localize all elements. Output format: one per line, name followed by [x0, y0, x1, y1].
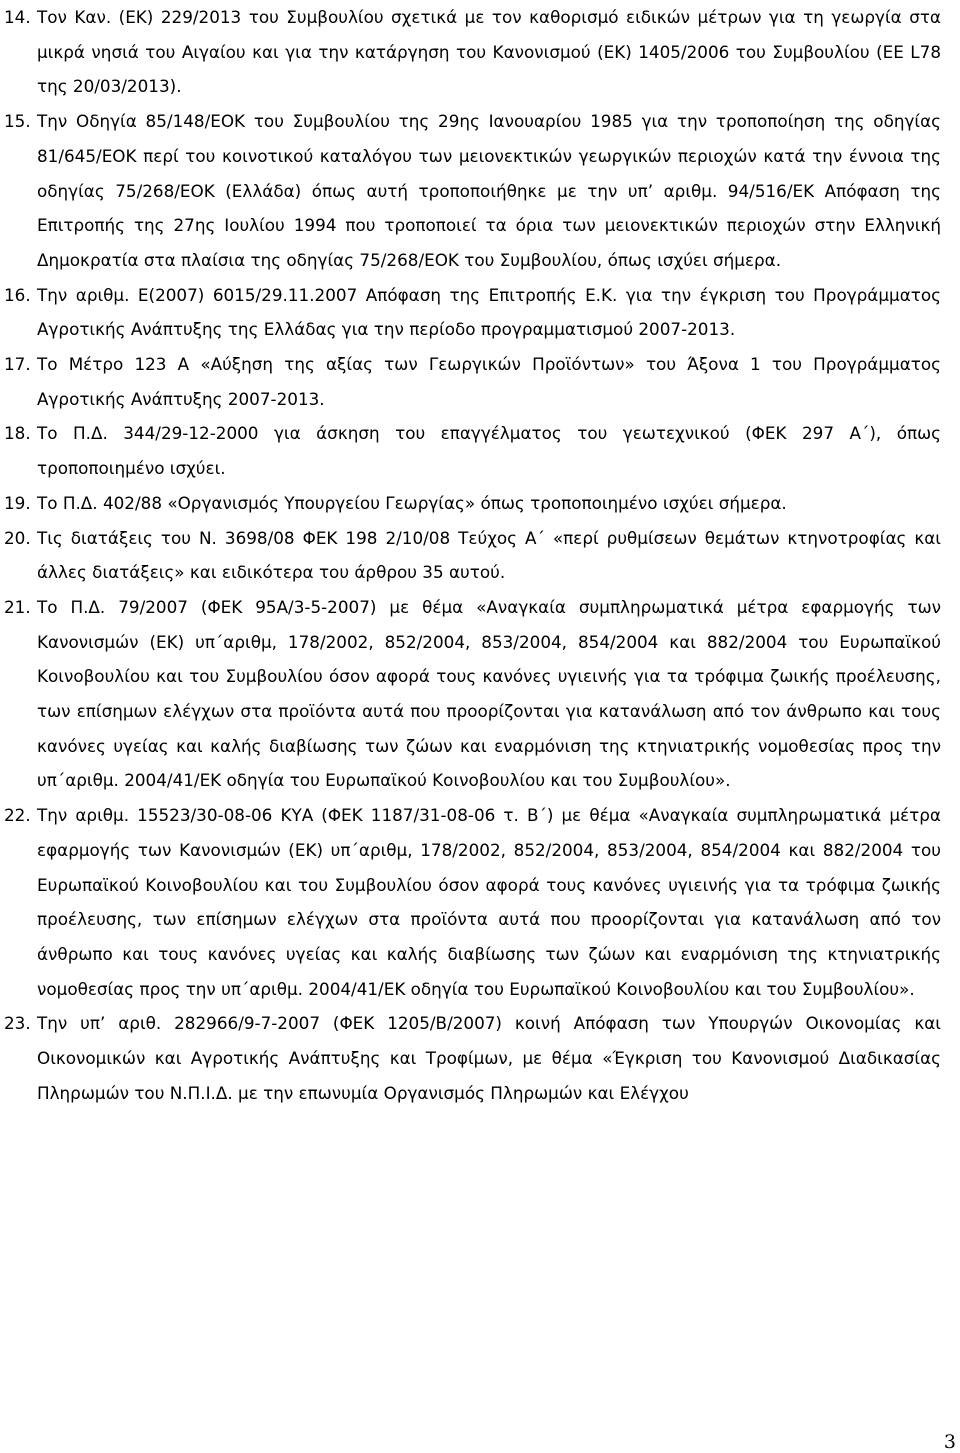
list-item	[4, 104, 941, 278]
item-number: 16.	[4, 284, 31, 305]
item-number: 21.	[4, 596, 31, 617]
item-number: 22.	[4, 805, 31, 826]
list-item	[4, 1006, 941, 1110]
item-text: Το Π.Δ. 79/2007 (ΦΕΚ 95Α/3-5-2007) με θέμα «Αναγκαία συμπληρωματικά μέτρα εφαρμογής των Κανονισμών (ΕΚ) υπ΄αριθμ, 178/2002, 852/2004, 853/2004, 854/2004 και 882/2004 του Ευρωπαϊκού Κοινοβουλίου και του Συμβουλίου όσον αφορά τους κανόνες υγιεινής για τα τρόφιμα ζωικής προέλευσης, των επίσημων ελέγχων στα προϊόντα αυτά που προορίζονται για κατανάλωση από τον άνθρωπο και τους κανόνες υγείας και καλής διαβίωσης των ζώων και εναρμόνιση της κτηνιατρικής νομοθεσίας προς την υπ΄αριθμ. 2004/41/ΕΚ οδηγία του Ευρωπαϊκού Κοινοβουλίου και του Συμβουλίου».	[37, 596, 941, 791]
list-item	[4, 278, 941, 347]
list-item	[4, 521, 941, 590]
list-item	[4, 590, 941, 798]
item-text: Το Μέτρο 123 Α «Αύξηση της αξίας των Γεωργικών Προϊόντων» του Άξονα 1 του Προγράμματος Αγροτικής Ανάπτυξης 2007-2013.	[37, 354, 941, 409]
item-text: Το Π.Δ. 402/88 «Οργανισμός Υπουργείου Γεωργίας» όπως τροποποιημένο ισχύει σήμερα.	[37, 492, 787, 513]
item-text: Το Π.Δ. 344/29-12-2000 για άσκηση του επαγγέλματος του γεωτεχνικού (ΦΕΚ 297 Α΄), όπως τροποποιημένο ισχύει.	[37, 423, 941, 479]
item-text: Τις διατάξεις του Ν. 3698/08 ΦΕΚ 198 2/10/08 Τεύχος Α΄ «περί ρυθμίσεων θεμάτων κτηνοτροφίας και άλλες διατάξεις» και ειδικότερα του άρθρου 35 αυτού.	[37, 527, 941, 583]
item-number: 17.	[4, 354, 31, 375]
item-text: Την αριθμ. 15523/30-08-06 ΚΥΑ (ΦΕΚ 1187/31-08-06 τ. Β΄) με θέμα «Αναγκαία συμπληρωματικά μέτρα εφαρμογής των Κανονισμών (ΕΚ) υπ΄αριθμ, 178/2002, 852/2004, 853/2004, 854/2004 και 882/2004 του Ευρωπαϊκού Κοινοβουλίου και του Συμβουλίου όσον αφορά τους κανόνες υγιεινής για τα τρόφιμα ζωικής προέλευσης, των επίσημων ελέγχων στα προϊόντα αυτά που προορίζονται για κατανάλωση από τον άνθρωπο και τους κανόνες υγείας και καλής διαβίωσης των ζώων και εναρμόνιση της κτηνιατρικής νομοθεσίας προς την υπ΄αριθμ. 2004/41/ΕΚ οδηγία του Ευρωπαϊκού Κοινοβουλίου και του Συμβουλίου».	[37, 805, 941, 999]
item-number: 23.	[4, 1013, 31, 1034]
item-text: Την υπ’ αριθ. 282966/9-7-2007 (ΦΕΚ 1205/Β/2007) κοινή Απόφαση των Υπουργών Οικονομίας και Οικονομικών και Αγροτικής Ανάπτυξης και Τροφίμων, με θέμα «Έγκριση του Κανονισμού Διαδικασίας Πληρωμών του Ν.Π.Ι.Δ. με την επωνυμία Οργανισμός Πληρωμών και Ελέγχου	[37, 1013, 941, 1103]
item-number: 20.	[4, 527, 31, 548]
item-number: 19.	[4, 492, 31, 513]
item-number: 14.	[4, 7, 31, 27]
list-item	[4, 416, 941, 485]
list-item	[4, 486, 941, 521]
item-text: Την Οδηγία 85/148/ΕΟΚ του Συμβουλίου της 29ης Ιανουαρίου 1985 για την τροποποίηση της οδηγίας 81/645/ΕΟΚ περί του κοινοτικού καταλόγου των μειονεκτικών γεωργικών περιοχών κατά την έννοια της οδηγίας 75/268/ΕΟΚ (Ελλάδα) όπως αυτή τροποποιήθηκε με την υπ’ αριθμ. 94/516/ΕΚ Απόφαση της Επιτροπής της 27ης Ιουλίου 1994 που τροποποιεί τα όρια των μειονεκτικών περιοχών στην Ελληνική Δημοκρατία στα πλαίσια της οδηγίας 75/268/ΕΟΚ του Συμβουλίου, όπως ισχύει σήμερα.	[37, 111, 941, 270]
item-text: Τον Καν. (ΕΚ) 229/2013 του Συμβουλίου σχετικά με τον καθορισμό ειδικών μέτρων για τη γεωργία στα μικρά νησιά του Αιγαίου και για την κατάργηση του Κανονισμού (ΕΚ) 1405/2006 του Συμβουλίου (ΕΕ L78 της 20/03/2013).	[37, 7, 941, 97]
item-text: Την αριθμ. Ε(2007) 6015/29.11.2007 Απόφαση της Επιτροπής Ε.Κ. για την έγκριση του Προγράμματος Αγροτικής Ανάπτυξης της Ελλάδας για την περίοδο προγραμματισμού 2007-2013.	[37, 284, 941, 340]
list-item	[4, 347, 941, 416]
item-number: 15.	[4, 111, 31, 132]
list-item	[4, 0, 941, 104]
item-number: 18.	[4, 423, 31, 444]
page-number: 3	[943, 1431, 956, 1453]
list-item	[4, 798, 941, 1006]
legal-references-list	[4, 0, 941, 1111]
